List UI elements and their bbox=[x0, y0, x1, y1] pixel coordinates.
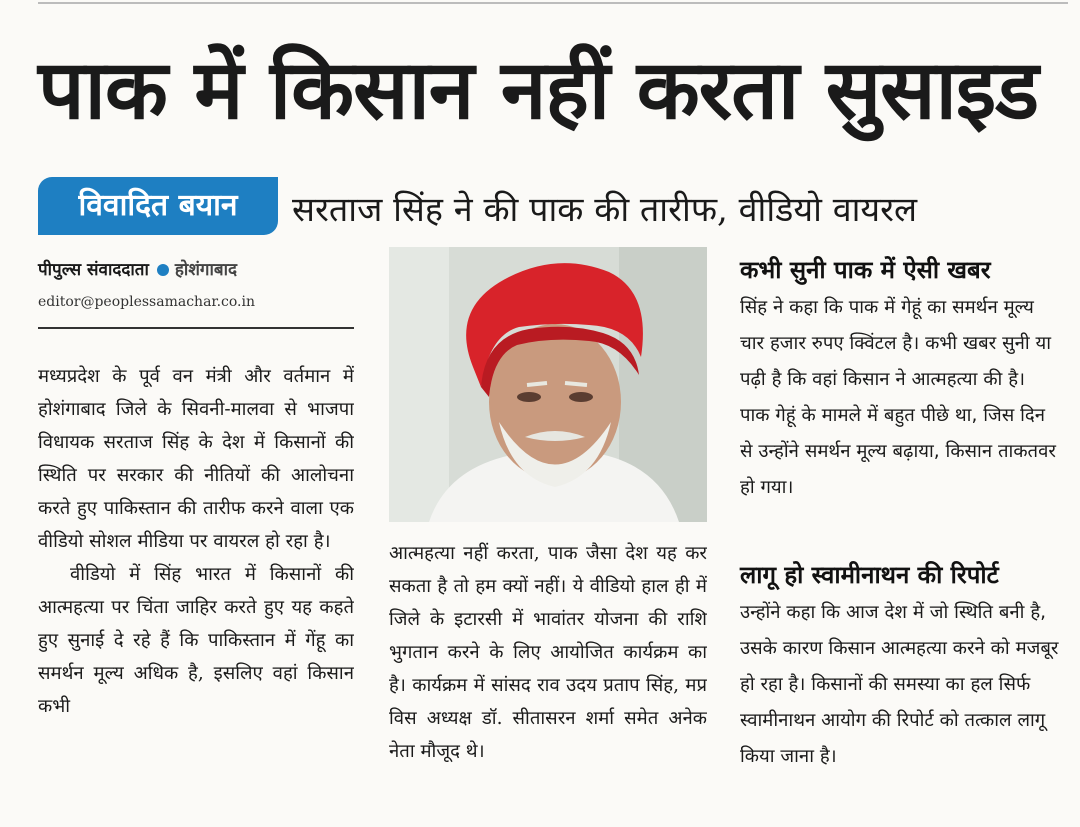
byline-rule bbox=[38, 327, 354, 329]
reporter-email: editor@peoplessamachar.co.in bbox=[38, 294, 255, 310]
sidebar-text: सिंह ने कहा कि पाक में गेहूं का समर्थन मूल्य चार हजार रुपए क्विंटल है। कभी खबर सुनी या पढ़ी है कि वहां किसान ने आत्महत्या की है। पाक गेहूं के मामले में बहुत पीछे था, जिस दिन से उन्होंने समर्थन मूल्य बढ़ाया, किसान ताकतवर हो गया। bbox=[740, 297, 1056, 498]
article-paragraph: आत्महत्या नहीं करता, पाक जैसा देश यह कर सकता है तो हम क्यों नहीं। ये वीडियो हाल ही में जिले के इटारसी में भावांतर योजना की राशि भुगतान करने के लिए आयोजित कार्यक्रम का है। कार्यक्रम में सांसद राव उदय प्रताप सिंह, मप्र विस अध्यक्ष डॉ. सीतासरन शर्मा समेत अनेक नेता मौजूद थे। bbox=[389, 543, 707, 762]
article-column-1 bbox=[38, 360, 354, 810]
top-rule bbox=[38, 2, 1068, 4]
article-paragraph: मध्यप्रदेश के पूर्व वन मंत्री और वर्तमान में होशंगाबाद जिले के सिवनी-मालवा से भाजपा विधायक सरताज सिंह के देश में किसानों की स्थिति पर सरकार की नीतियों की आलोचना करते हुए पाकिस्तान की तारीफ करने वाला एक वीडियो सोशल मीडिया पर वायरल हो रहा है। bbox=[38, 366, 354, 552]
sidebar-text: उन्होंने कहा कि आज देश में जो स्थिति बनी है, उसके कारण किसान आत्महत्या करने को मजबूर हो रहा है। किसानों की समस्या का हल सिर्फ स्वामीनाथन आयोग की रिपोर्ट को तत्काल लागू किया जाना है। bbox=[740, 602, 1059, 767]
portrait-photo bbox=[389, 247, 707, 522]
sidebar-box-2 bbox=[740, 555, 1060, 775]
subheadline: सरताज सिंह ने की पाक की तारीफ, वीडियो वायरल bbox=[292, 190, 918, 230]
reporter-name: पीपुल्स संवाददाता bbox=[38, 260, 149, 280]
article-column-2 bbox=[389, 537, 707, 817]
sidebar-heading: लागू हो स्वामीनाथन की रिपोर्ट bbox=[740, 561, 999, 589]
bullet-dot-icon bbox=[157, 264, 169, 276]
byline bbox=[38, 255, 358, 285]
dateline-place: होशंगाबाद bbox=[174, 260, 238, 280]
category-tag: विवादित बयान bbox=[38, 177, 278, 235]
sidebar-box-1 bbox=[740, 250, 1060, 506]
portrait-photo-image bbox=[389, 247, 707, 522]
headline: पाक में किसान नहीं करता सुसाइड bbox=[38, 43, 1038, 138]
article-paragraph: वीडियो में सिंह भारत में किसानों की आत्महत्या पर चिंता जाहिर करते हुए यह कहते हुए सुनाई दे रहे हैं कि पाकिस्तान में गेंहू का समर्थन मूल्य अधिक है, इसलिए वहां किसान कभी bbox=[38, 564, 354, 717]
sidebar-heading: कभी सुनी पाक में ऐसी खबर bbox=[740, 256, 991, 284]
